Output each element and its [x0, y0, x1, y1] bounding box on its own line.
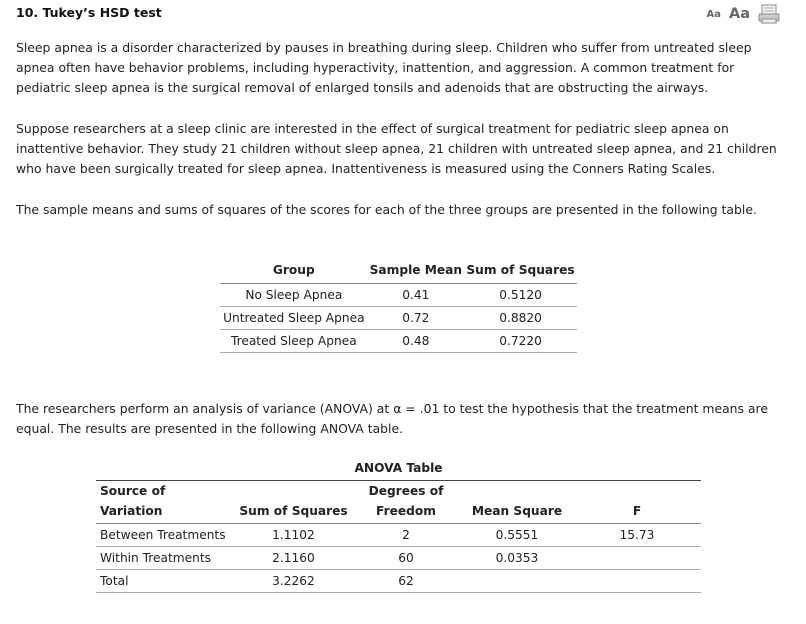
df-cell: 2: [351, 524, 461, 547]
table-row: [220, 284, 577, 307]
ms-cell: 0.5551: [461, 524, 573, 547]
ss-header: Sum of Squares: [236, 481, 351, 524]
ss-cell: 1.1102: [236, 524, 351, 547]
table-header-row: [220, 260, 577, 284]
decrease-font-button[interactable]: Aa: [706, 8, 721, 20]
ss-cell: 0.8820: [464, 307, 577, 330]
ms-cell: 0.0353: [461, 547, 573, 570]
study-paragraph: Suppose researchers at a sleep clinic are interested in the effect of surgical treatment for pediatric sleep apnea on inattentive behavior. They study 21 children without sleep apnea, 21 children with untreated sleep apnea, and 21 children who have been surgically treated for sleep apnea. Inattentiveness is measured using the Conners Rating Scales.: [16, 121, 777, 176]
anova-table: [96, 480, 701, 593]
ss-cell: 2.1160: [236, 547, 351, 570]
toolbar: [706, 4, 780, 24]
source-cell: Between Treatments: [96, 524, 236, 547]
mean-cell: 0.72: [368, 307, 464, 330]
source-header: [96, 481, 236, 524]
table-row: [220, 307, 577, 330]
table-row: [96, 570, 701, 593]
ss-cell: 3.2262: [236, 570, 351, 593]
f-cell: [573, 547, 701, 570]
anova-intro-paragraph: The researchers perform an analysis of variance (ANOVA) at α = .01 to test the hypothesis that the treatment means are equal. The results are presented in the following ANOVA table.: [16, 401, 768, 436]
mean-cell: 0.41: [368, 284, 464, 307]
table-intro-paragraph: The sample means and sums of squares of the scores for each of the three groups are presented in the following table.: [16, 202, 757, 217]
ms-cell: [461, 570, 573, 593]
intro-paragraph: Sleep apnea is a disorder characterized by pauses in breathing during sleep. Children who suffer from untreated sleep apnea often have behavior problems, including hyperactivity, inattention, and aggression. A common treatment for pediatric sleep apnea is the surgical removal of enlarged tonsils and adenoids that are obstructing the airways.: [16, 40, 752, 95]
f-cell: [573, 570, 701, 593]
table-row: [96, 547, 701, 570]
group-cell: Untreated Sleep Apnea: [220, 307, 368, 330]
source-cell: Total: [96, 570, 236, 593]
column-header: Sample Mean: [368, 260, 464, 284]
df-header-line2: Freedom: [376, 504, 436, 518]
source-cell: Within Treatments: [96, 547, 236, 570]
print-icon[interactable]: [758, 4, 780, 24]
table-header-row: [96, 481, 701, 524]
increase-font-button[interactable]: Aa: [728, 6, 750, 22]
table-row: [220, 330, 577, 353]
ss-cell: 0.7220: [464, 330, 577, 353]
mean-cell: 0.48: [368, 330, 464, 353]
df-header: [351, 481, 461, 524]
df-cell: 60: [351, 547, 461, 570]
question-title: 10. Tukey’s HSD test: [16, 5, 162, 20]
column-header: Sum of Squares: [464, 260, 577, 284]
group-cell: No Sleep Apnea: [220, 284, 368, 307]
df-header-line1: Degrees of: [368, 484, 444, 498]
source-header-line2: Variation: [100, 504, 163, 518]
ms-header: Mean Square: [461, 481, 573, 524]
df-cell: 62: [351, 570, 461, 593]
column-header: Group: [220, 260, 368, 284]
f-header: F: [573, 481, 701, 524]
sample-means-table: [220, 260, 577, 353]
f-cell: 15.73: [573, 524, 701, 547]
anova-table-caption: ANOVA Table: [354, 461, 443, 475]
ss-cell: 0.5120: [464, 284, 577, 307]
table-row: [96, 524, 701, 547]
source-header-line1: Source of: [100, 484, 166, 498]
group-cell: Treated Sleep Apnea: [220, 330, 368, 353]
